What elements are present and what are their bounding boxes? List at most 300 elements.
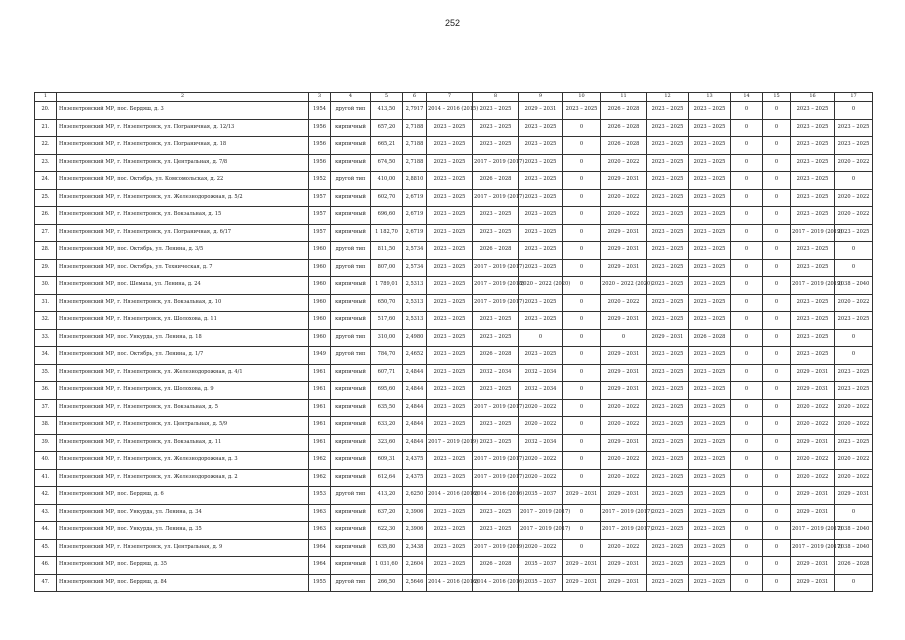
table-cell: 2020 – 2022 [519, 539, 563, 557]
table-cell: 310,00 [371, 329, 403, 347]
table-cell: 0 [763, 504, 791, 522]
table-cell: 1962 [309, 469, 331, 487]
table-cell: 2023 – 2025 [427, 242, 473, 260]
table-cell: 2023 – 2025 [689, 259, 731, 277]
table-cell: 0 [563, 312, 601, 330]
address-cell: Нязепетровский МР, г. Нязепетровск, ул. Вокзальная, д. 11 [57, 434, 309, 452]
table-cell: 696,60 [371, 207, 403, 225]
table-cell: 2020 – 2022 [791, 399, 835, 417]
table-cell: кирпичный [331, 189, 371, 207]
table-cell: 0 [763, 294, 791, 312]
table-row [35, 119, 873, 137]
column-number-14: 14 [731, 93, 763, 102]
table-cell: 0 [563, 172, 601, 190]
table-cell: 2023 – 2025 [791, 137, 835, 155]
table-cell: 807,00 [371, 259, 403, 277]
table-cell: 2023 – 2025 [473, 224, 519, 242]
table-cell: 2,2604 [403, 557, 427, 575]
table-cell: 2,5313 [403, 294, 427, 312]
table-cell: 2023 – 2025 [835, 137, 873, 155]
table-cell: 2020 – 2022 [835, 154, 873, 172]
table-cell: 2023 – 2025 [689, 504, 731, 522]
table-cell: 47. [35, 574, 57, 592]
table-cell: 2020 – 2022 [601, 417, 647, 435]
address-cell: Нязепетровский МР, пос. Бердяш, д. 35 [57, 557, 309, 575]
table-cell: 2023 – 2025 [647, 224, 689, 242]
address-cell: Нязепетровский МР, пос. Ункурда, ул. Ленина, д. 18 [57, 329, 309, 347]
address-cell: Нязепетровский МР, г. Нязепетровск, ул. Центральная, д. 5/9 [57, 417, 309, 435]
table-cell: 2032 – 2034 [519, 382, 563, 400]
table-cell: 0 [763, 277, 791, 295]
table-cell: 2026 – 2028 [473, 557, 519, 575]
table-cell: 1961 [309, 399, 331, 417]
table-cell: 0 [835, 504, 873, 522]
table-cell: 0 [731, 224, 763, 242]
table-cell: 2023 – 2025 [519, 189, 563, 207]
table-cell: другой тип [331, 347, 371, 365]
table-cell: 2026 – 2028 [473, 172, 519, 190]
table-cell: 2026 – 2028 [601, 137, 647, 155]
table-cell: кирпичный [331, 399, 371, 417]
table-cell: 2023 – 2025 [427, 364, 473, 382]
table-cell: 2017 – 2019 (2017) [791, 539, 835, 557]
column-number-11: 11 [601, 93, 647, 102]
table-cell: 2,4844 [403, 434, 427, 452]
table-cell: 0 [835, 242, 873, 260]
table-cell: 2023 – 2025 [647, 207, 689, 225]
table-cell: 2020 – 2022 [519, 399, 563, 417]
table-cell: 2023 – 2025 [473, 434, 519, 452]
address-cell: Нязепетровский МР, пос. Ункурда, ул. Ленина, д. 34 [57, 504, 309, 522]
table-cell: 0 [763, 434, 791, 452]
table-cell: 2020 – 2022 (2020) [519, 277, 563, 295]
table-cell: 0 [835, 259, 873, 277]
table-row [35, 277, 873, 295]
table-cell: 2023 – 2025 [689, 242, 731, 260]
table-cell: 2023 – 2025 [427, 294, 473, 312]
table-row [35, 434, 873, 452]
table-cell: 2029 – 2031 [601, 557, 647, 575]
table-cell: 2023 – 2025 [519, 312, 563, 330]
table-cell: 2023 – 2025 [791, 154, 835, 172]
table-cell: 39. [35, 434, 57, 452]
table-cell: 2023 – 2025 [647, 102, 689, 120]
table-row [35, 522, 873, 540]
table-row [35, 172, 873, 190]
table-cell: 2020 – 2022 [835, 417, 873, 435]
table-cell: 2029 – 2031 [791, 557, 835, 575]
table-cell: 46. [35, 557, 57, 575]
table-cell: 1960 [309, 294, 331, 312]
table-cell: 2,7188 [403, 119, 427, 137]
table-row [35, 207, 873, 225]
table-row [35, 224, 873, 242]
table-cell: 0 [763, 452, 791, 470]
table-cell: 2020 – 2022 [791, 417, 835, 435]
table-cell: 2017 – 2019 (2017) [473, 189, 519, 207]
table-cell: 0 [731, 189, 763, 207]
table-cell: 2029 – 2031 [791, 364, 835, 382]
table-cell: 2023 – 2025 [427, 277, 473, 295]
table-cell: 2029 – 2031 [601, 382, 647, 400]
table-cell: 1961 [309, 364, 331, 382]
table-cell: 2014 – 2016 (2016) [427, 487, 473, 505]
table-cell: 2,4844 [403, 417, 427, 435]
table-row [35, 539, 873, 557]
table-cell: 2017 – 2019 (2017) [473, 452, 519, 470]
table-cell: 2023 – 2025 [689, 102, 731, 120]
table-cell: 0 [763, 224, 791, 242]
table-cell: 2023 – 2025 [647, 242, 689, 260]
table-cell: 38. [35, 417, 57, 435]
table-cell: 32. [35, 312, 57, 330]
table-cell: 2020 – 2022 [835, 207, 873, 225]
table-cell: 323,60 [371, 434, 403, 452]
table-cell: 2029 – 2031 [601, 364, 647, 382]
table-cell: 0 [731, 452, 763, 470]
table-cell: 0 [763, 539, 791, 557]
table-row [35, 259, 873, 277]
table-cell: 2,4844 [403, 399, 427, 417]
table-cell: 1962 [309, 452, 331, 470]
table-cell: 2023 – 2025 [427, 259, 473, 277]
page-number: 252 [444, 18, 461, 28]
table-cell: 2029 – 2031 [601, 487, 647, 505]
table-row [35, 329, 873, 347]
address-cell: Нязепетровский МР, пос. Бердяш, д. 84 [57, 574, 309, 592]
table-cell: 2023 – 2025 [689, 119, 731, 137]
table-cell: кирпичный [331, 469, 371, 487]
table-cell: 41. [35, 469, 57, 487]
table-cell: 1953 [309, 487, 331, 505]
table-cell: 31. [35, 294, 57, 312]
table-cell: 2038 – 2040 [835, 277, 873, 295]
table-cell: 2023 – 2025 [647, 172, 689, 190]
table-cell: 633,20 [371, 417, 403, 435]
table-cell: 2017 – 2019 (2018) [473, 277, 519, 295]
table-cell: 2,3906 [403, 522, 427, 540]
table-cell: 2023 – 2025 [689, 452, 731, 470]
column-number-4: 4 [331, 93, 371, 102]
table-cell: 28. [35, 242, 57, 260]
table-cell: 609,31 [371, 452, 403, 470]
table-cell: 665,21 [371, 137, 403, 155]
column-number-10: 10 [563, 93, 601, 102]
table-cell: 2020 – 2022 [601, 207, 647, 225]
table-cell: 0 [731, 539, 763, 557]
table-cell: 2023 – 2025 [473, 137, 519, 155]
table-cell: 266,50 [371, 574, 403, 592]
table-cell: 2023 – 2025 [689, 487, 731, 505]
table-cell: 0 [563, 119, 601, 137]
table-cell: 26. [35, 207, 57, 225]
table-cell: 0 [563, 347, 601, 365]
table-row [35, 574, 873, 592]
table-cell: 2023 – 2025 [427, 312, 473, 330]
table-cell: 602,70 [371, 189, 403, 207]
table-cell: 36. [35, 382, 57, 400]
table-cell: 2023 – 2025 [689, 522, 731, 540]
table-cell: 0 [763, 189, 791, 207]
table-cell: 2020 – 2022 [835, 452, 873, 470]
table-row [35, 452, 873, 470]
table-cell: 622,30 [371, 522, 403, 540]
table-cell: 0 [731, 487, 763, 505]
table-cell: 2,4844 [403, 382, 427, 400]
table-cell: 2023 – 2025 [473, 119, 519, 137]
table-cell: другой тип [331, 242, 371, 260]
table-cell: 1960 [309, 259, 331, 277]
table-cell: 2023 – 2025 [689, 154, 731, 172]
table-cell: 2023 – 2025 [689, 399, 731, 417]
table-row [35, 242, 873, 260]
table-cell: кирпичный [331, 382, 371, 400]
table-cell: 1960 [309, 329, 331, 347]
table-cell: 0 [731, 417, 763, 435]
table-cell: 1964 [309, 539, 331, 557]
address-cell: Нязепетровский МР, г. Нязепетровск, ул. Центральная, д. 9 [57, 539, 309, 557]
table-cell: 0 [763, 469, 791, 487]
address-cell: Нязепетровский МР, пос. Октябрь, ул. Техническая, д. 7 [57, 259, 309, 277]
table-cell: 0 [731, 172, 763, 190]
table-cell: 1961 [309, 434, 331, 452]
table-cell: 0 [731, 329, 763, 347]
table-cell: 2017 – 2019 (2019) [791, 277, 835, 295]
table-cell: 2026 – 2028 [473, 242, 519, 260]
column-number-1: 1 [35, 93, 57, 102]
table-cell: 2023 – 2025 [647, 574, 689, 592]
table-cell: 2038 – 2040 [835, 522, 873, 540]
table-cell: 2023 – 2025 [689, 294, 731, 312]
table-cell: 35. [35, 364, 57, 382]
table-cell: 0 [731, 364, 763, 382]
address-cell: Нязепетровский МР, пос. Октябрь, ул. Ленина, д. 3/5 [57, 242, 309, 260]
table-cell: 0 [563, 539, 601, 557]
table-cell: 2023 – 2025 [519, 119, 563, 137]
table-cell: 2,5734 [403, 259, 427, 277]
table-cell: 2023 – 2025 [519, 207, 563, 225]
table-cell: 2020 – 2022 [601, 154, 647, 172]
table-cell: 2,4375 [403, 452, 427, 470]
table-cell: 25. [35, 189, 57, 207]
table-row [35, 382, 873, 400]
address-cell: Нязепетровский МР, пос. Октябрь, ул. Комсомольская, д. 22 [57, 172, 309, 190]
table-cell: 1964 [309, 557, 331, 575]
table-cell: 2020 – 2022 [601, 189, 647, 207]
table-cell: 2026 – 2028 [601, 119, 647, 137]
table-cell: 2017 – 2019 (2019) [791, 224, 835, 242]
table-cell: 607,71 [371, 364, 403, 382]
table-cell: 0 [731, 347, 763, 365]
table-cell: 2,4844 [403, 364, 427, 382]
table-cell: 2020 – 2022 [791, 452, 835, 470]
table-cell: 2023 – 2025 [647, 119, 689, 137]
table-cell: 0 [763, 382, 791, 400]
table-cell: 1949 [309, 347, 331, 365]
table-cell: 2035 – 2037 [519, 557, 563, 575]
table-cell: 2023 – 2025 [519, 242, 563, 260]
table-cell: 2,4652 [403, 347, 427, 365]
table-cell: 2,5646 [403, 574, 427, 592]
table-row [35, 504, 873, 522]
table-cell: кирпичный [331, 294, 371, 312]
table-cell: 2017 – 2019 (2017) [519, 504, 563, 522]
table-cell: 2,3438 [403, 539, 427, 557]
table-cell: 2023 – 2025 [689, 347, 731, 365]
table-cell: 2023 – 2025 [473, 417, 519, 435]
table-cell: 2023 – 2025 [563, 102, 601, 120]
address-cell: Нязепетровский МР, пос. Октябрь, ул. Ленина, д. 1/7 [57, 347, 309, 365]
table-cell: 2026 – 2028 [835, 557, 873, 575]
table-row [35, 417, 873, 435]
table-cell: 1956 [309, 137, 331, 155]
table-cell: кирпичный [331, 207, 371, 225]
table-cell: 2029 – 2031 [601, 242, 647, 260]
table-cell: 2023 – 2025 [473, 312, 519, 330]
table-cell: 2023 – 2025 [473, 207, 519, 225]
column-number-3: 3 [309, 93, 331, 102]
table-cell: 1963 [309, 522, 331, 540]
table-cell: 0 [563, 434, 601, 452]
table-cell: 0 [763, 557, 791, 575]
table-cell: 2023 – 2025 [427, 137, 473, 155]
table-cell: 2023 – 2025 [427, 224, 473, 242]
table-cell: 0 [835, 574, 873, 592]
table-cell: кирпичный [331, 434, 371, 452]
table-cell: другой тип [331, 329, 371, 347]
table-cell: 0 [763, 329, 791, 347]
column-number-16: 16 [791, 93, 835, 102]
address-cell: Нязепетровский МР, г. Нязепетровск, ул. Вокзальная, д. 5 [57, 399, 309, 417]
table-cell: 0 [731, 469, 763, 487]
table-cell: 0 [563, 452, 601, 470]
table-cell: 2023 – 2025 [689, 312, 731, 330]
table-cell: 1960 [309, 242, 331, 260]
table-cell: 2020 – 2022 [835, 469, 873, 487]
column-number-15: 15 [763, 93, 791, 102]
table-cell: 1956 [309, 119, 331, 137]
table-cell: 2023 – 2025 [647, 277, 689, 295]
table-cell: 2038 – 2040 [835, 539, 873, 557]
table-cell: другой тип [331, 102, 371, 120]
table-cell: 27. [35, 224, 57, 242]
table-cell: 0 [563, 137, 601, 155]
table-cell: 2,7188 [403, 137, 427, 155]
table-cell: 2023 – 2025 [427, 207, 473, 225]
table-cell: 2023 – 2025 [835, 119, 873, 137]
table-cell: 2020 – 2022 [835, 399, 873, 417]
table-cell: 2032 – 2034 [519, 364, 563, 382]
table-cell: 2023 – 2025 [647, 417, 689, 435]
table-cell: 2023 – 2025 [689, 434, 731, 452]
table-cell: другой тип [331, 487, 371, 505]
table-cell: 2,4980 [403, 329, 427, 347]
table-cell: 2023 – 2025 [791, 119, 835, 137]
table-cell: 2014 – 2016 (2015) [427, 102, 473, 120]
table-cell: 0 [731, 259, 763, 277]
table-cell: 2017 – 2019 (2019) [427, 434, 473, 452]
table-cell: 2,6719 [403, 224, 427, 242]
table-cell: 2029 – 2031 [791, 382, 835, 400]
address-cell: Нязепетровский МР, г. Нязепетровск, ул. Центральная, д. 7/8 [57, 154, 309, 172]
table-cell: 1960 [309, 277, 331, 295]
table-cell: 2023 – 2025 [647, 469, 689, 487]
table-cell: 0 [835, 172, 873, 190]
table-cell: 0 [835, 102, 873, 120]
table-cell: 2023 – 2025 [473, 329, 519, 347]
table-cell: 1960 [309, 312, 331, 330]
table-cell: 0 [731, 574, 763, 592]
table-cell: 2029 – 2031 [563, 487, 601, 505]
table-cell: 0 [763, 172, 791, 190]
table-cell: 0 [731, 434, 763, 452]
table-cell: 2020 – 2022 [835, 294, 873, 312]
table-cell: 40. [35, 452, 57, 470]
table-cell: 0 [563, 364, 601, 382]
table-row [35, 399, 873, 417]
table-cell: 2026 – 2028 [689, 329, 731, 347]
table-cell: 2029 – 2031 [601, 434, 647, 452]
table-cell: 2023 – 2025 [427, 399, 473, 417]
table-cell: 2023 – 2025 [519, 224, 563, 242]
table-cell: 0 [563, 189, 601, 207]
table-cell: кирпичный [331, 364, 371, 382]
table-cell: 2023 – 2025 [791, 102, 835, 120]
table-cell: 2029 – 2031 [835, 487, 873, 505]
table-cell: 2023 – 2025 [791, 312, 835, 330]
table-cell: 2023 – 2025 [689, 539, 731, 557]
table-cell: 784,70 [371, 347, 403, 365]
table-cell: 2023 – 2025 [647, 522, 689, 540]
table-cell: 1956 [309, 154, 331, 172]
table-cell: 2,5734 [403, 242, 427, 260]
table-cell: 0 [563, 207, 601, 225]
table-cell: 2,6719 [403, 207, 427, 225]
table-cell: 2023 – 2025 [427, 504, 473, 522]
table-cell: 2023 – 2025 [791, 347, 835, 365]
table-cell: 2023 – 2025 [791, 242, 835, 260]
table-cell: 0 [763, 102, 791, 120]
address-cell: Нязепетровский МР, пос. Бердяш, д. 3 [57, 102, 309, 120]
table-cell: 2,8810 [403, 172, 427, 190]
table-cell: 0 [835, 329, 873, 347]
table-cell: 2023 – 2025 [791, 259, 835, 277]
table-cell: 0 [563, 417, 601, 435]
table-cell: 2014 – 2016 (2016) [427, 574, 473, 592]
table-cell: 20. [35, 102, 57, 120]
table-cell: 2020 – 2022 [835, 189, 873, 207]
table-cell: 21. [35, 119, 57, 137]
table-cell: 2023 – 2025 [835, 364, 873, 382]
address-cell: Нязепетровский МР, г. Нязепетровск, ул. Железнодорожная, д. 5/2 [57, 189, 309, 207]
table-cell: 34. [35, 347, 57, 365]
table-cell: 2020 – 2022 [601, 469, 647, 487]
table-cell: 410,00 [371, 172, 403, 190]
table-cell: 2017 – 2019 (2019) [473, 539, 519, 557]
housing-registry-table [34, 92, 873, 592]
address-cell: Нязепетровский МР, г. Нязепетровск, ул. Железнодорожная, д. 3 [57, 452, 309, 470]
table-cell: 2023 – 2025 [689, 469, 731, 487]
address-cell: Нязепетровский МР, г. Нязепетровск, ул. Железнодорожная, д. 4/1 [57, 364, 309, 382]
table-cell: 0 [731, 399, 763, 417]
table-cell: 0 [763, 259, 791, 277]
table-cell: 2020 – 2022 [519, 417, 563, 435]
table-cell: 0 [563, 469, 601, 487]
table-cell: 2029 – 2031 [791, 434, 835, 452]
table-cell: 42. [35, 487, 57, 505]
table-cell: 2023 – 2025 [473, 102, 519, 120]
address-cell: Нязепетровский МР, пос. Ункурда, ул. Ленина, д. 35 [57, 522, 309, 540]
